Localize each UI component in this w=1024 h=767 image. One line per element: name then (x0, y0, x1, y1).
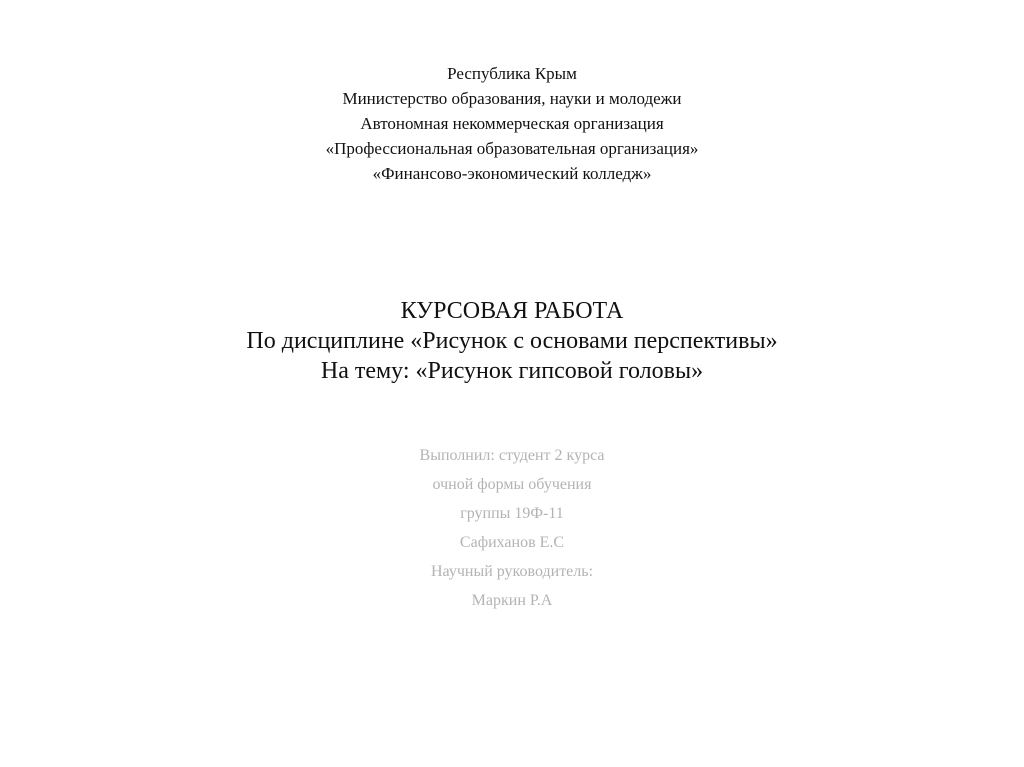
supervisor-label: Научный руководитель: (430, 563, 594, 580)
author-group: группы 19Ф-11 (460, 505, 564, 522)
work-topic: На тему: «Рисунок гипсовой головы» (320, 358, 704, 384)
work-type: КУРСОВАЯ РАБОТА (400, 298, 624, 324)
header-college: «Финансово-экономический колледж» (372, 164, 652, 183)
author-study-form: очной формы обучения (432, 476, 592, 493)
author-info (0, 441, 1024, 615)
author-name: Сафиханов Е.С (459, 534, 565, 551)
header-region: Республика Крым (447, 64, 577, 83)
header-ministry: Министерство образования, науки и молодежи (342, 89, 682, 108)
institution-header (0, 61, 1024, 186)
header-organization-name: «Профессиональная образовательная организация» (325, 139, 699, 158)
header-organization-type: Автономная некоммерческая организация (360, 114, 664, 133)
supervisor-name: Маркин Р.А (471, 592, 553, 609)
author-performed-by: Выполнил: студент 2 курса (419, 447, 605, 464)
work-discipline: По дисциплине «Рисунок с основами перспективы» (246, 328, 778, 354)
work-title (0, 296, 1024, 386)
